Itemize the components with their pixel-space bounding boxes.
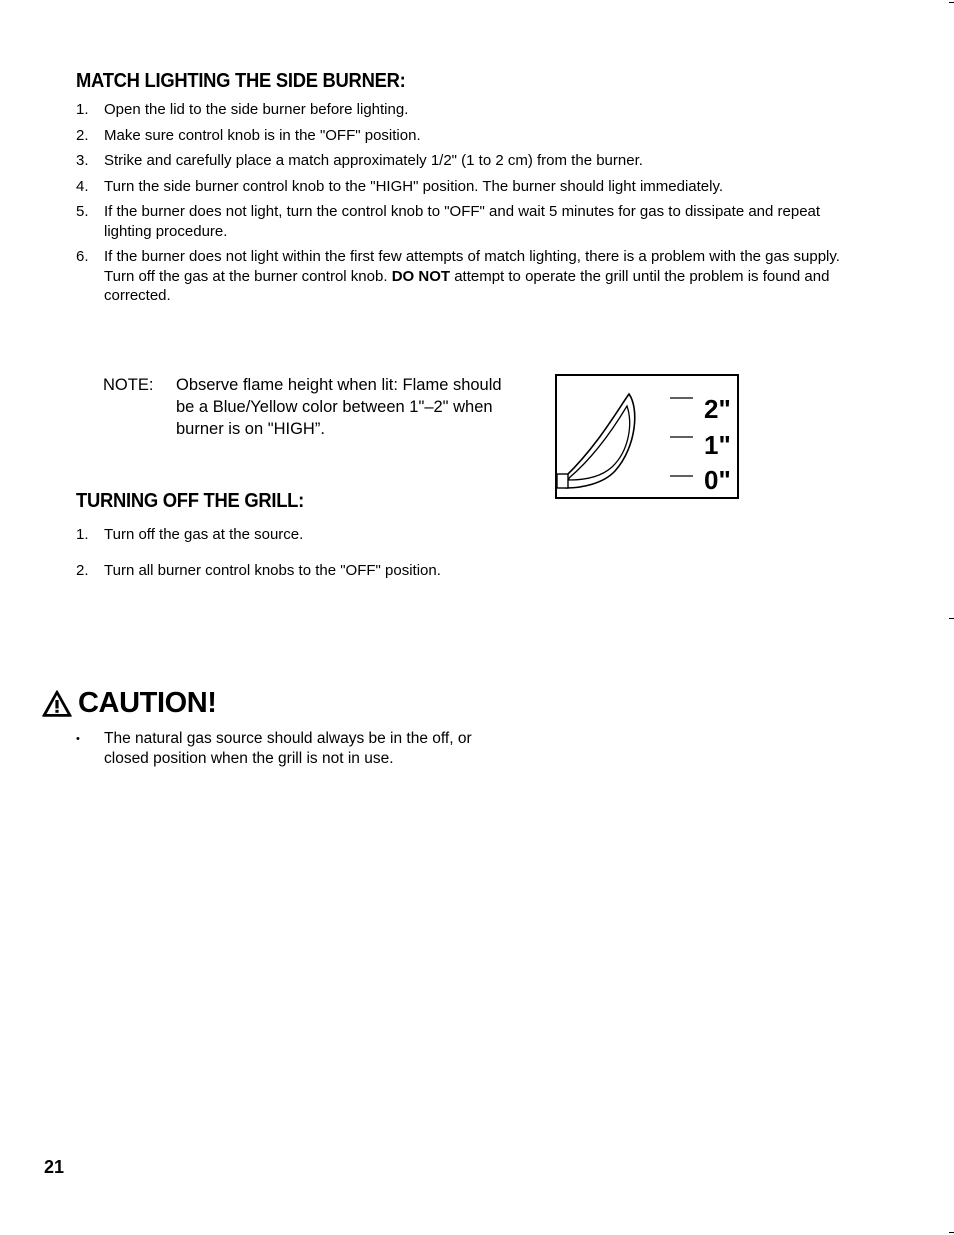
list-item: [76, 202, 866, 241]
step-number: 2.: [76, 561, 89, 579]
step-number: 1.: [76, 526, 89, 543]
step-text: Strike and carefully place a match approximately 1/2" (1 to 2 cm) from the burner.: [104, 152, 643, 169]
flame-height-diagram: [555, 374, 739, 499]
flame-inner-outline: [569, 406, 630, 480]
warning-triangle-icon: [42, 690, 72, 717]
list-item: [76, 561, 866, 581]
page-number: 21: [44, 1157, 65, 1177]
step-text: If the burner does not light, turn the control knob to "OFF" and wait 5 minutes for gas to dissipate and repeat lighting procedure.: [104, 203, 821, 240]
step-text: Turn off the gas at the source.: [104, 526, 304, 543]
caution-header: [42, 683, 217, 723]
step-text: attempt to operate the grill until the problem is found and corrected.: [104, 267, 830, 304]
note-label: NOTE:: [103, 376, 154, 394]
flame-height-note: [103, 374, 503, 440]
scale-label-1-inch: 1": [704, 430, 731, 460]
scale-label-0-inch: 0": [704, 465, 731, 495]
do-not-emphasis: DO NOT: [391, 267, 451, 285]
list-item: [76, 100, 866, 120]
crop-mark: [949, 1232, 954, 1233]
step-number: 6.: [76, 248, 89, 265]
list-item: [76, 177, 866, 197]
flame-illustration: [557, 376, 737, 497]
step-number: 3.: [76, 152, 89, 169]
crop-mark: [949, 2, 954, 3]
scale-label-2-inch: 2": [704, 394, 731, 424]
step-number: 2.: [76, 126, 89, 144]
note-text: Observe flame height when lit: Flame should be a Blue/Yellow color between 1"–2" when burner is on "HIGH”.: [176, 376, 502, 438]
caution-title: CAUTION!: [78, 686, 217, 719]
step-text: Open the lid to the side burner before lighting.: [104, 101, 409, 118]
step-text: Make sure control knob is in the "OFF" position.: [104, 126, 421, 144]
turning-off-steps: [76, 525, 866, 580]
list-item: [76, 525, 866, 545]
bullet-marker: •: [76, 733, 80, 745]
caution-text: The natural gas source should always be in the off, or closed position when the grill is not in use.: [104, 730, 472, 767]
list-item: [76, 247, 866, 306]
step-number: 1.: [76, 101, 89, 118]
caution-list: [76, 729, 506, 769]
section-heading-match-lighting: MATCH LIGHTING THE SIDE BURNER:: [76, 70, 406, 92]
step-text: Turn the side burner control knob to the "HIGH" position. The burner should light immediately.: [104, 177, 724, 195]
step-number: 5.: [76, 203, 89, 220]
list-item: [76, 126, 866, 146]
step-text: Turn all burner control knobs to the "OFF" position.: [104, 561, 441, 579]
section-heading-turning-off: TURNING OFF THE GRILL:: [76, 490, 305, 512]
crop-mark: [949, 618, 954, 619]
step-text: If the burner does not light within the first few attempts of match lighting, there is a problem with the gas supply. Turn off the gas at the burner control knob.: [104, 248, 840, 285]
step-number: 4.: [76, 177, 89, 195]
list-item: [76, 729, 506, 769]
burner-port: [557, 474, 568, 488]
match-lighting-steps: [76, 100, 866, 306]
list-item: [76, 151, 866, 171]
